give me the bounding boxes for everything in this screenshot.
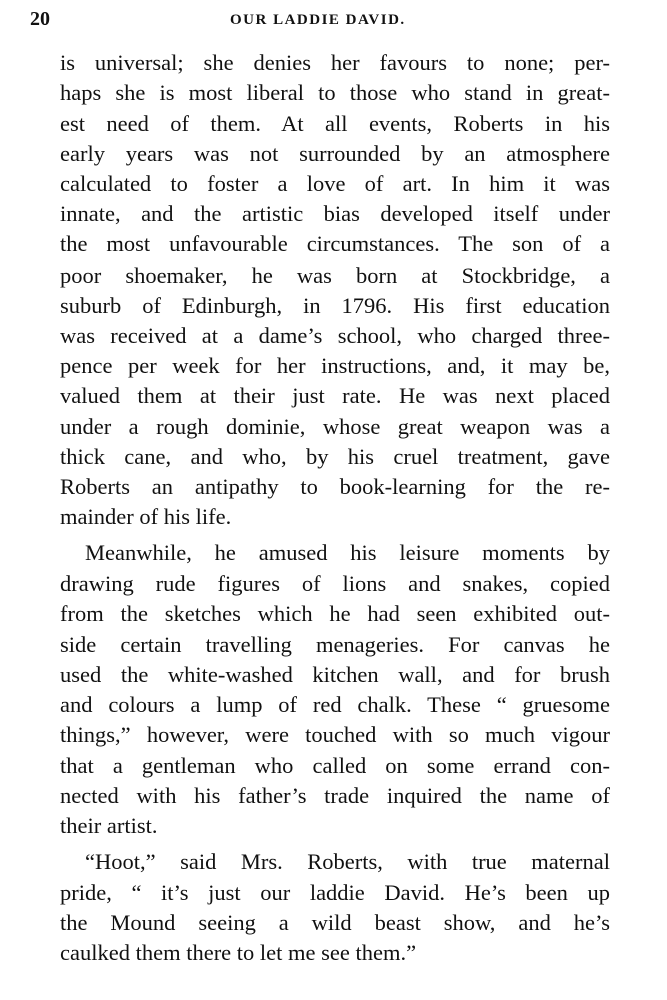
text-line: from the sketches which he had seen exhibited out- [60, 601, 610, 626]
text-line: side certain travelling menageries. For canvas he [60, 632, 610, 657]
text-line: their artist. [60, 813, 158, 838]
text-line: nected with his father’s trade inquired the name of [60, 783, 610, 808]
text-line: thick cane, and who, by his cruel treatment, gave [60, 444, 610, 469]
text-line: mainder of his life. [60, 504, 232, 529]
text-line: Roberts an antipathy to book-learning for the re- [60, 474, 610, 499]
text-line: “Hoot,” said Mrs. Roberts, with true maternal [85, 849, 610, 874]
text-line: the Mound seeing a wild beast show, and he’s [60, 910, 610, 935]
text-line: pride, “ it’s just our laddie David. He’s been up [60, 880, 610, 905]
text-line: under a rough dominie, whose great weapon was a [60, 414, 610, 439]
text-line: haps she is most liberal to those who stand in great- [60, 80, 610, 105]
text-line: used the white-washed kitchen wall, and for brush [60, 662, 610, 687]
text-line: calculated to foster a love of art. In him it was [60, 171, 610, 196]
page-header [30, 8, 630, 32]
text-line: is universal; she denies her favours to none; per- [60, 50, 610, 75]
text-line: and colours a lump of red chalk. These “ gruesome [60, 692, 610, 717]
text-line: est need of them. At all events, Roberts in his [60, 111, 610, 136]
text-line: was received at a dame’s school, who charged three- [60, 323, 610, 348]
text-line: poor shoemaker, he was born at Stockbridge, a [60, 263, 610, 288]
text-line: caulked them there to let me see them.” [60, 940, 417, 965]
running-head: OUR LADDIE DAVID. [230, 12, 406, 28]
text-line: things,” however, were touched with so much vigour [60, 722, 610, 747]
text-line: suburb of Edinburgh, in 1796. His first education [60, 293, 610, 318]
text-line: that a gentleman who called on some errand con- [60, 753, 610, 778]
text-line: early years was not surrounded by an atmosphere [60, 141, 610, 166]
text-line: innate, and the artistic bias developed itself under [60, 201, 610, 226]
page-number: 20 [30, 8, 50, 30]
text-line: Meanwhile, he amused his leisure moments by [85, 540, 610, 565]
text-line: valued them at their just rate. He was next placed [60, 383, 610, 408]
text-line: pence per week for her instructions, and, it may be, [60, 353, 610, 378]
text-line: drawing rude figures of lions and snakes, copied [60, 571, 610, 596]
text-line: the most unfavourable circumstances. The son of a [60, 231, 610, 256]
